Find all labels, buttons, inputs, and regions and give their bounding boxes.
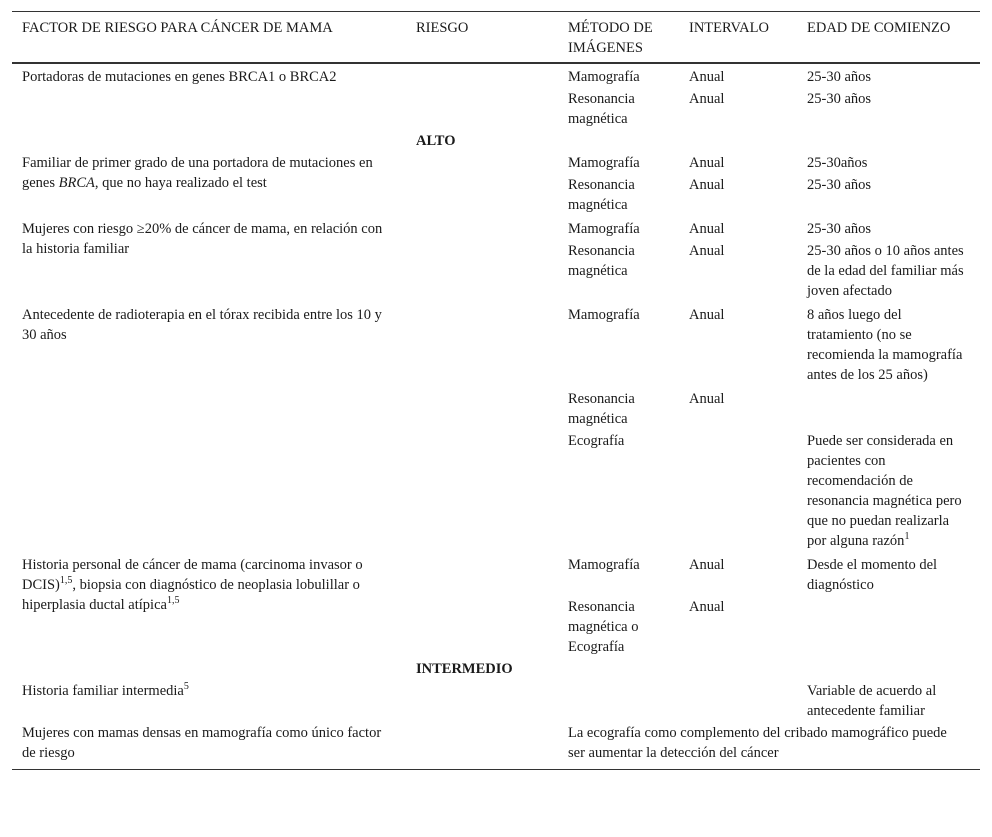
- factor-cell: Familiar de primer grado de una portadora de mutaciones en genes BRCA, que no haya realizado el test: [22, 155, 373, 191]
- method-cell: Resonancia magnética: [568, 177, 635, 213]
- interval-cell: Anual: [689, 177, 725, 193]
- note-cell: La ecografía como complemento del cribado mamográfico puede ser aumentar la detección del cáncer: [568, 725, 947, 761]
- header-riesgo: RIESGO: [416, 20, 469, 36]
- method-cell: Mamografía: [568, 557, 640, 573]
- factor-cell: Portadoras de mutaciones en genes BRCA1 o BRCA2: [22, 69, 337, 85]
- method-cell: Ecografía: [568, 433, 625, 449]
- table-row: [12, 721, 980, 770]
- interval-cell: Anual: [689, 221, 725, 237]
- interval-cell: Anual: [689, 599, 725, 615]
- table-row: [12, 217, 980, 239]
- header-metodo: MÉTODO DE IMÁGENES: [568, 20, 653, 56]
- method-cell: Mamografía: [568, 69, 640, 85]
- risk-level-alto: ALTO: [416, 133, 456, 149]
- age-cell: Variable de acuerdo al antecedente familiar: [807, 683, 937, 719]
- header-factor: FACTOR DE RIESGO PARA CÁNCER DE MAMA: [22, 20, 333, 36]
- table-row: [12, 303, 980, 387]
- interval-cell: Anual: [689, 307, 725, 323]
- risk-level-intermedio: INTERMEDIO: [416, 661, 513, 677]
- interval-cell: Anual: [689, 391, 725, 407]
- age-cell: 25-30 años o 10 años antes de la edad del familiar más joven afectado: [807, 243, 964, 299]
- table-row: [12, 151, 980, 173]
- age-cell: 25-30 años: [807, 91, 872, 107]
- risk-table-container: [12, 11, 980, 770]
- method-cell: Mamografía: [568, 307, 640, 323]
- factor-cell: Historia personal de cáncer de mama (carcinoma invasor o DCIS)$^{1,5}$, biopsia con diagnóstico de neoplasia lobulillar o hiperplasia ductal atípica$^{1,5}$: [22, 557, 363, 613]
- method-cell: Resonancia magnética: [568, 243, 635, 279]
- age-cell: 25-30 años: [807, 221, 872, 237]
- header-edad: EDAD DE COMIENZO: [807, 20, 951, 36]
- method-cell: Mamografía: [568, 155, 640, 171]
- age-cell: 8 años luego del tratamiento (no se recomienda la mamografía antes de los 25 años): [807, 307, 963, 383]
- interval-cell: Anual: [689, 69, 725, 85]
- interval-cell: Anual: [689, 243, 725, 259]
- risk-level-row: [12, 129, 980, 151]
- age-cell: 25-30años: [807, 155, 868, 171]
- table-row: [12, 679, 980, 721]
- method-cell: Mamografía: [568, 221, 640, 237]
- factor-cell: Antecedente de radioterapia en el tórax recibida entre los 10 y 30 años: [22, 307, 382, 343]
- age-cell: 25-30 años: [807, 69, 872, 85]
- interval-cell: Anual: [689, 557, 725, 573]
- factor-cell: Mujeres con riesgo ≥20% de cáncer de mama, en relación con la historia familiar: [22, 221, 383, 257]
- factor-cell: Mujeres con mamas densas en mamografía como único factor de riesgo: [22, 725, 382, 761]
- age-cell: 25-30 años: [807, 177, 872, 193]
- header-intervalo: INTERVALO: [689, 20, 769, 36]
- table-row: [12, 553, 980, 595]
- method-cell: Resonancia magnética: [568, 391, 635, 427]
- table-header-row: [12, 12, 980, 64]
- age-cell: Desde el momento del diagnóstico: [807, 557, 938, 593]
- risk-level-row: [12, 657, 980, 679]
- method-cell: Resonancia magnética: [568, 91, 635, 127]
- age-cell: Puede ser considerada en pacientes con recomendación de resonancia magnética pero que no puedan realizarla por alguna razón$^1$: [807, 433, 962, 549]
- table-row: [12, 87, 980, 129]
- breast-cancer-screening-table: [12, 11, 980, 770]
- interval-cell: Anual: [689, 91, 725, 107]
- interval-cell: Anual: [689, 155, 725, 171]
- factor-cell: Historia familiar intermedia$^5$: [22, 681, 189, 699]
- method-cell: Resonancia magnética o Ecografía: [568, 599, 639, 655]
- table-row: [12, 63, 980, 87]
